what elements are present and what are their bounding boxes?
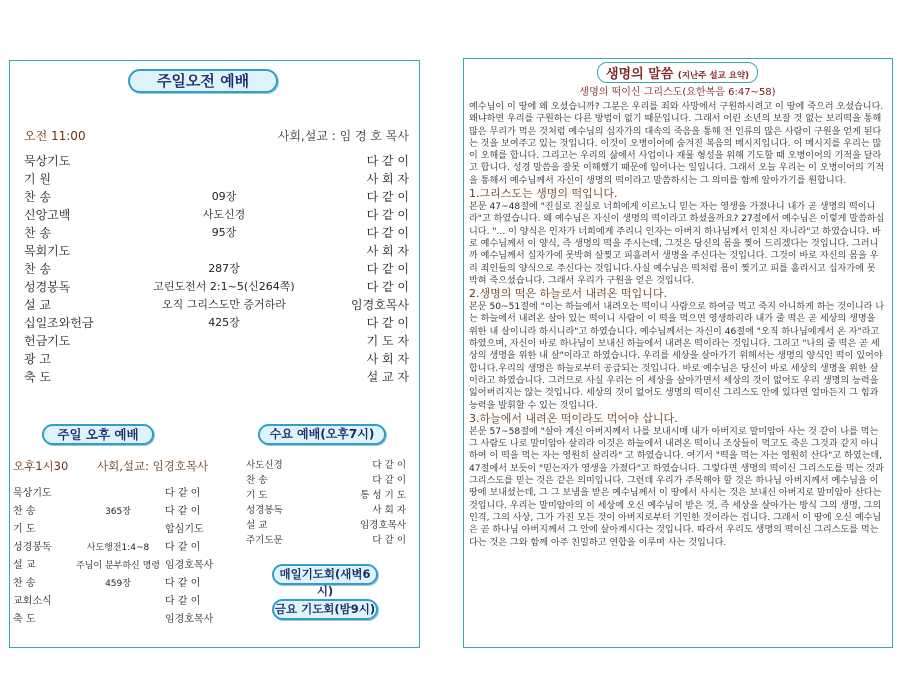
friday-prayer-label: 금요 기도회(밤9시) [272, 599, 378, 620]
order-row [13, 539, 228, 557]
order-row [24, 206, 409, 224]
order-item: 설 교 [246, 520, 268, 531]
order-item: 신앙고백 [24, 208, 71, 222]
order-leader: 다 같 이 [366, 154, 409, 168]
wed-order-list [246, 458, 406, 548]
order-item: 헌금기도 [24, 334, 71, 348]
order-item: 설 교 [24, 298, 51, 312]
pm-service-info [13, 458, 228, 474]
sermon-point-2: 2.생명의 떡은 하늘로서 내려온 떡입니다. [469, 287, 667, 301]
sermon-intro: 예수님이 이 땅에 왜 오셨습니까? 그분은 우리를 죄와 사망에서 구원하시려고 이 땅에 죽으러 오셨습니다. 왜냐하면 우리를 구원하는 다른 방법이 없기 때문입니다. 그래서 어린 소년의 보잘 것 없는 보리떡을 통해 많은 무리가 먹은 것처럼 예수님의 십자가의 대속의 죽음을 통해 전 인류의 많은 사람이 구원을 얻게 된다는 것을 보여주고 있는 것입니다. 이것이 오병이어에 숨겨진 복음의 메시지입니다. 이 메시지를 우리는 많이 오해를 합니다. 그리고는 우리의 삶에서 사업이나 재물 형성을 위해 기도할 때 오병이어의 기적을 달라고 합니다. 성경 말씀을 잘못 이해했기 때문에 일어나는 일입니다. 그래서 오늘 우리는 이 오병이어의 기적을 통해서 예수님께서 자신이 생명의 떡이라고 말씀하시는 그 의미를 함께 알아가기를 원합니다. [469, 102, 885, 186]
order-leader: 다 같 이 [372, 535, 406, 546]
sermon-point-3: 3.하늘에서 내려온 떡이라도 먹어야 삽니다. [469, 411, 678, 425]
order-detail: 287장 [208, 262, 240, 275]
wed-service-title: 수요 예배(오후7시) [258, 424, 386, 445]
order-detail: 365장 [105, 507, 131, 517]
order-item: 기 도 [13, 524, 36, 535]
order-leader: 다 같 이 [366, 226, 409, 240]
sermon-reference: 생명의 떡이신 그리스도(요한복음 6:47~58) [579, 87, 776, 98]
order-item: 성경봉독 [13, 542, 52, 553]
order-detail: 459장 [105, 579, 131, 589]
order-leader: 다 같 이 [366, 190, 409, 204]
order-row [13, 521, 228, 539]
order-leader: 다 같 이 [165, 578, 201, 589]
order-item: 기 원 [24, 172, 51, 186]
order-row [24, 188, 409, 206]
order-row [13, 485, 228, 503]
order-leader: 기 도 자 [366, 334, 409, 348]
order-detail: 오직 그리스도만 증거하라 [162, 298, 286, 311]
order-row [24, 152, 409, 170]
order-row [24, 242, 409, 260]
order-item: 성경봉독 [24, 280, 71, 294]
am-service-title: 주일오전 예배 [128, 69, 278, 93]
order-detail: 고린도전서 2:1~5(신264쪽) [153, 280, 295, 293]
order-item: 성경봉독 [246, 505, 283, 516]
order-leader: 임경호목사 [351, 298, 409, 312]
order-item: 찬 송 [24, 262, 51, 276]
sermon-heading [464, 62, 891, 83]
order-leader: 다 같 이 [366, 316, 409, 330]
order-row [24, 368, 409, 386]
order-leader: 사 회 자 [366, 352, 409, 366]
order-row [13, 575, 228, 593]
order-item: 목회기도 [24, 244, 71, 258]
order-row [24, 278, 409, 296]
order-leader: 통 성 기 도 [360, 490, 406, 501]
order-row [24, 170, 409, 188]
order-row [246, 503, 406, 518]
order-leader: 다 같 이 [366, 262, 409, 276]
order-item: 축 도 [24, 370, 51, 384]
order-row [13, 557, 228, 575]
sermon-title: 생명의 말씀 [605, 67, 674, 82]
order-row [24, 296, 409, 314]
order-row [246, 473, 406, 488]
sermon-title-box [597, 62, 758, 83]
sermon-paragraph-3: 본문 57~58절에 "살아 계신 아버지께서 나를 보내시매 내가 아버지로 말미암아 사는 것 같이 나를 먹는 그 사람도 나로 말미암아 살리라 이것은 하늘에서 내려온 떡이니 조상들이 먹고도 죽은 그것과 같지 아니하여 이 떡을 먹는 자는 영원히 살리라" 고 하였습니다. 여기서 "떡을 먹는 자는 영원히 산다"고 하였는데, 47절에서 보듯이 "믿는자가 영생을 가졌다"고 하였습니다. 그렇다면 생명의 떡이신 그리스도를 먹는 것과 그리스도를 믿는 것은 같은 의미입니다. 그런데 우리가 주목해야 할 것은 하나님 아버지께서 예수님을 이 땅에 보내셨는데, 그 그 보냄을 받은 예수님께서 이 땅에서 사시는 것은 보내신 아버지로 말미암아 산다는 것입니다. 우리는 말미암아의 이 세상에 오신 예수님이 받은 것, 즉 세상을 살아가는 방식 그의 생명, 그의 인격, 그의 사상, 그가 가진 모든 것이 아버지로부터 기인한 것이라는 겁니다. 그래서 이 땅에 오신 예수님은 곧 하나님 아버지께서 그 안에 살아계시다는 것입니다. 따라서 우리도 생명의 떡이신 그리스도를 먹는다는 것은 그와 함께 아주 친밀하고 연합을 이루며 사는 것입니다. [469, 426, 884, 548]
pm-order-list [13, 485, 228, 629]
order-row [246, 458, 406, 473]
order-leader: 설 교 자 [366, 370, 409, 384]
order-item: 사도신경 [246, 460, 283, 471]
order-item: 찬 송 [13, 578, 36, 589]
am-time: 오전 11:00 [24, 129, 86, 143]
order-detail: 09장 [211, 190, 237, 203]
order-leader: 합심기도 [165, 524, 204, 535]
order-detail: 425장 [208, 316, 240, 329]
sermon-title-sub: (지난주 설교 요약) [677, 71, 750, 81]
sermon-paragraph-2: 본문 50~51절에 "이는 하늘에서 내려오는 떡이니 사람으로 하여금 먹고 죽지 아니하게 하는 것이니라 나는 하늘에서 내려온 살아 있는 떡이니 사람이 이 떡을 먹으면 영생하리라 내가 줄 떡은 곧 세상의 생명을 위한 내 살이니라 하시니라"고 하였습니다. 예수님께서는 자신이 46절에 "오직 하나님에게서 온 자"라고 하였으며, 자신이 바로 하나님이 보내신 하늘에서 내려온 떡이라는 것입니다. 그리고 "나의 줄 떡은 곧 세상의 생명을 위한 내 살"이라고 하였습니다. 우리를 세상을 살아가기 위해서는 생명의 양식인 떡이 있어야 합니다.우리의 생명은 하늘로부터 공급되는 것입니다. 바로 예수님은 당신이 바로 세상의 생명을 위한 살이라고 하였습니다. 그러므로 사실 우리는 이 세상을 살아가면서 세상의 것이 없어도 우리 생명의 능력을 잃어버리지는 않는 것입니다. 세상의 것이 없어도 생명의 떡이신 그리스도 안에 있다면 얼마든지 그 힘과 능력을 발휘할 수 있는 것입니다. [469, 302, 885, 411]
order-row [24, 260, 409, 278]
order-leader: 사 회 자 [372, 505, 406, 516]
order-item: 광 고 [24, 352, 51, 366]
order-leader: 다 같 이 [165, 596, 201, 607]
order-item: 찬 송 [24, 226, 51, 240]
order-item: 십일조와헌금 [24, 316, 94, 330]
order-leader: 임경호목사 [165, 614, 214, 625]
order-row [24, 332, 409, 350]
sermon-paragraph-1: 본문 47~48절에 "진실로 진실로 너희에게 이르노니 믿는 자는 영생을 가졌나니 내가 곧 생명의 떡이니라"고 하였습니다. 왜 예수님은 자신이 생명의 떡이라고 하셨을까요? 27절에서 예수님은 이렇게 말씀하십니다. "... 이 양식은 인자가 너희에게 주리니 인자는 아버지 하나님께서 인치신 자니라"고 하였습니다. 바로 예수님께서 이 양식, 즉 생명의 떡을 주시는데, 그것은 당신의 몸을 찢어 드리겠다는 것입니다. 그러니까 예수님께서 십자가에 못박혀 살찢고 피흘려서 생명을 주신다는 것입니다. 그것이 바로 자신의 몸을 우리 죄인들의 양식으로 주신다는 것입니다.사실 예수님은 떡처럼 몸이 찢기고 피를 흘리시고 십자가에 못 박혀 죽으셨습니다. 그래서 우리가 구원을 얻은 것입니다. [469, 202, 885, 286]
order-item: 축 도 [13, 614, 36, 625]
am-service-info [24, 127, 409, 145]
order-item: 찬 송 [24, 190, 51, 204]
order-row [24, 350, 409, 368]
order-leader: 임경호목사 [165, 560, 214, 571]
order-leader: 사 회 자 [366, 244, 409, 258]
order-leader: 다 같 이 [372, 460, 406, 471]
order-row [246, 533, 406, 548]
order-leader: 다 같 이 [366, 280, 409, 294]
order-leader: 다 같 이 [165, 542, 201, 553]
order-leader: 다 같 이 [372, 475, 406, 486]
order-leader: 임경호목사 [360, 520, 406, 531]
order-leader: 다 같 이 [366, 208, 409, 222]
order-leader: 다 같 이 [165, 506, 201, 517]
order-item: 설 교 [13, 560, 36, 571]
sermon-summary-panel [463, 58, 893, 648]
order-item: 교회소식 [13, 596, 52, 607]
dawn-prayer-label: 매일기도회(새벽6시) [272, 564, 378, 585]
pm-service-title: 주일 오후 예배 [42, 424, 154, 445]
am-leader: 사회,설교 : 임 경 호 목사 [277, 129, 409, 143]
order-item: 묵상기도 [24, 154, 71, 168]
order-row [24, 224, 409, 242]
order-leader: 사 회 자 [366, 172, 409, 186]
order-item: 기 도 [246, 490, 268, 501]
order-item: 묵상기도 [13, 488, 52, 499]
order-item: 찬 송 [13, 506, 36, 517]
order-row [246, 488, 406, 503]
pm-time: 오후1시30 [13, 459, 69, 473]
am-order-list [24, 152, 409, 386]
order-row [13, 611, 228, 629]
sermon-point-1: 1.그리스도는 생명의 떡입니다. [469, 187, 618, 201]
order-detail: 사도신경 [202, 208, 246, 221]
order-item: 찬 송 [246, 475, 268, 486]
order-row [24, 314, 409, 332]
order-row [13, 503, 228, 521]
worship-order-panel [9, 60, 420, 648]
order-row [246, 518, 406, 533]
order-detail: 주님이 분부하신 명령 [76, 561, 160, 571]
order-leader: 다 같 이 [165, 488, 201, 499]
order-item: 주기도문 [246, 535, 283, 546]
order-row [13, 593, 228, 611]
sermon-body [469, 101, 887, 646]
pm-leader: 사회,설교: 임경호목사 [97, 459, 209, 473]
order-detail: 사도행전1:4~8 [86, 543, 150, 553]
order-detail: 95장 [211, 226, 237, 239]
